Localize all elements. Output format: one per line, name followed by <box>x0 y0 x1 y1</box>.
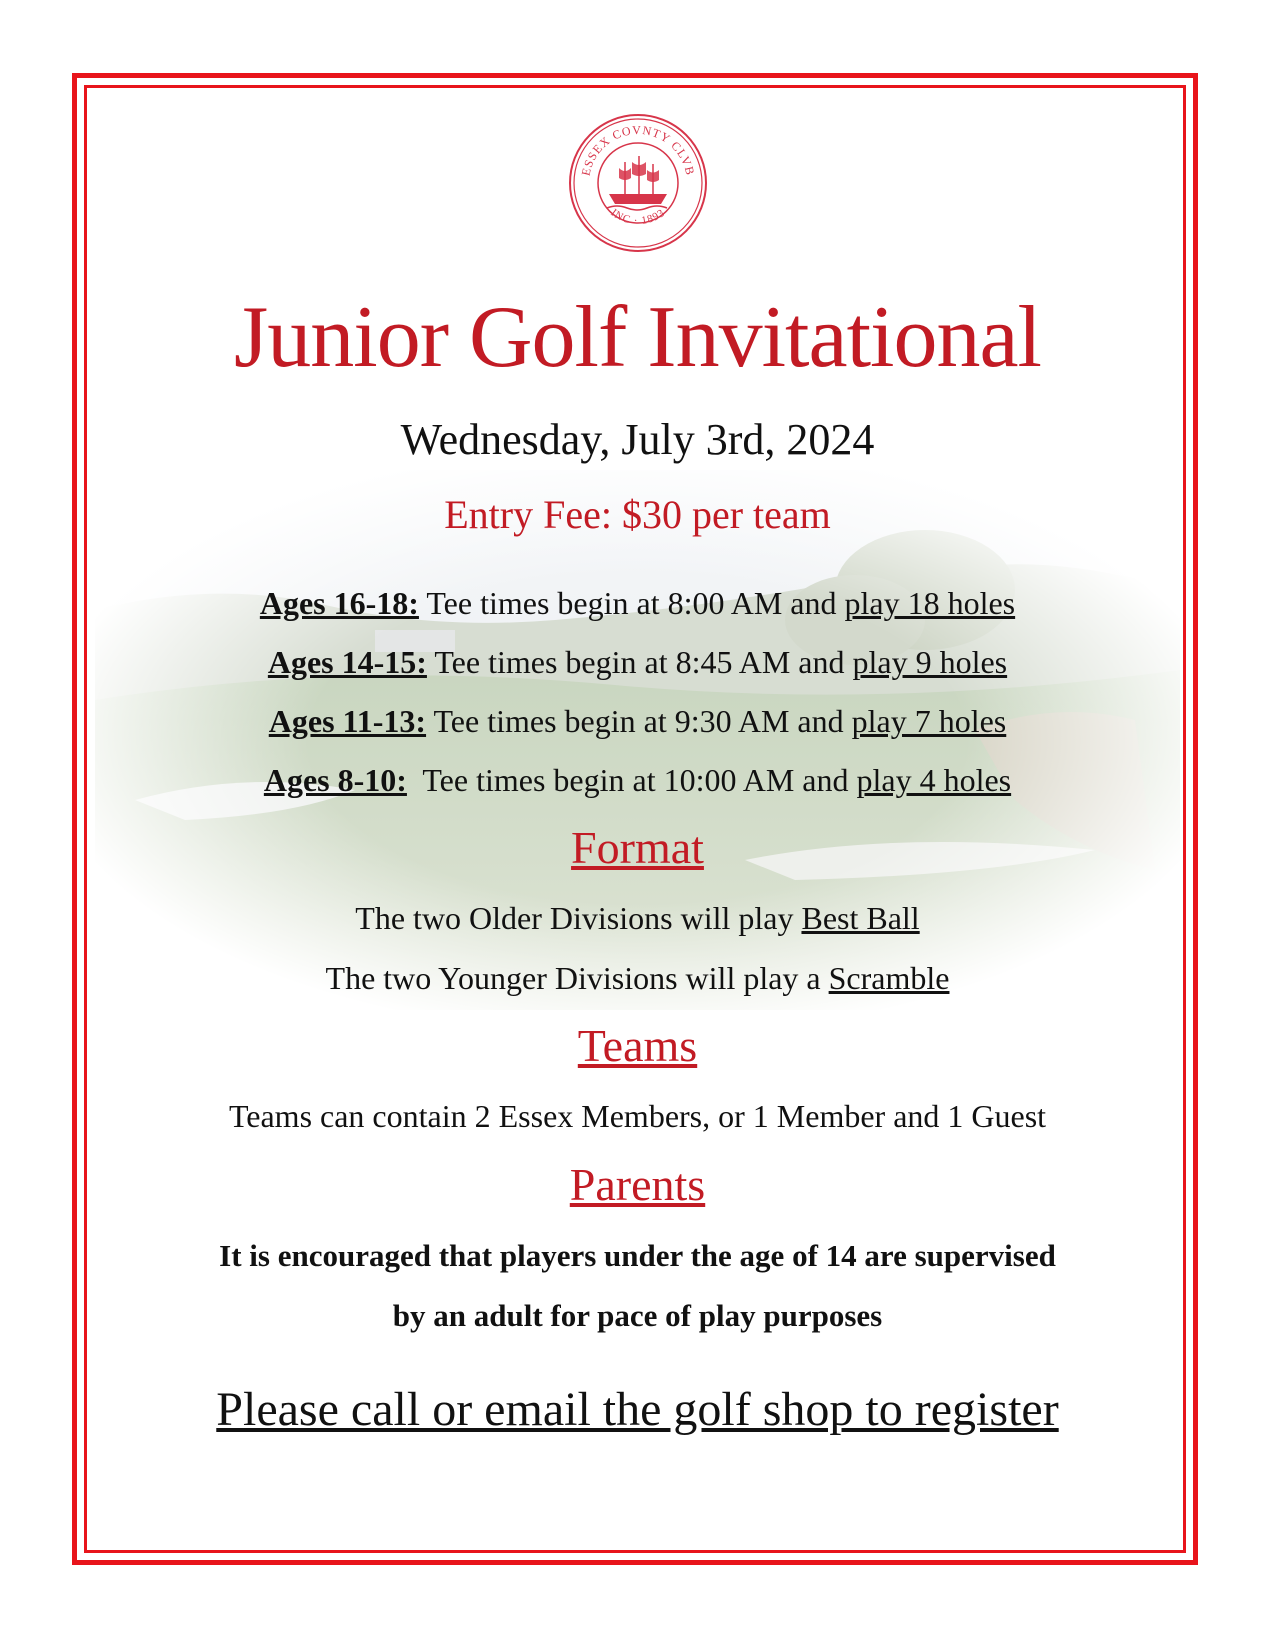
division-holes: play 18 holes <box>844 585 1016 621</box>
format-older-text: The two Older Divisions will play <box>355 900 802 936</box>
svg-text:ESSEX COVNTY CLVB: ESSEX COVNTY CLVB <box>578 122 698 177</box>
division-tee-time: Tee times begin at 8:00 AM and <box>418 585 845 621</box>
division-holes: play 9 holes <box>852 644 1008 680</box>
register-call-to-action: Please call or email the golf shop to register <box>216 1383 1059 1436</box>
division-row <box>0 641 1275 683</box>
format-heading: Format <box>571 822 704 873</box>
teams-heading: Teams <box>577 1020 698 1071</box>
division-holes: play 7 holes <box>851 703 1007 739</box>
division-row <box>0 700 1275 742</box>
division-row <box>0 759 1275 801</box>
division-row <box>0 582 1275 624</box>
division-age: Ages 16-18: <box>259 585 419 621</box>
format-younger-type: Scramble <box>828 960 950 996</box>
format-older-type: Best Ball <box>801 900 920 936</box>
division-tee-time: Tee times begin at 9:30 AM and <box>426 703 852 739</box>
division-tee-time: Tee times begin at 8:45 AM and <box>426 644 853 680</box>
parents-text-line2: by an adult for pace of play purposes <box>392 1298 883 1333</box>
event-date: Wednesday, July 3rd, 2024 <box>400 415 875 464</box>
parents-text-line1: It is encouraged that players under the age of 14 are supervised <box>219 1238 1056 1273</box>
division-age: Ages 11-13: <box>268 703 427 739</box>
division-tee-time: Tee times begin at 10:00 AM and <box>406 762 857 798</box>
teams-text: Teams can contain 2 Essex Members, or 1 Member and 1 Guest <box>228 1098 1047 1134</box>
division-age: Ages 8-10: <box>263 762 407 798</box>
entry-fee: Entry Fee: $30 per team <box>444 492 831 537</box>
format-younger-text: The two Younger Divisions will play a <box>325 960 829 996</box>
parents-heading: Parents <box>569 1159 706 1210</box>
division-age: Ages 14-15: <box>267 644 427 680</box>
format-older-line <box>0 897 1275 939</box>
division-holes: play 4 holes <box>856 762 1012 798</box>
page-title: Junior Golf Invitational <box>234 289 1041 386</box>
format-younger-line <box>0 957 1275 999</box>
svg-text:INC · 1893: INC · 1893 <box>608 206 668 228</box>
